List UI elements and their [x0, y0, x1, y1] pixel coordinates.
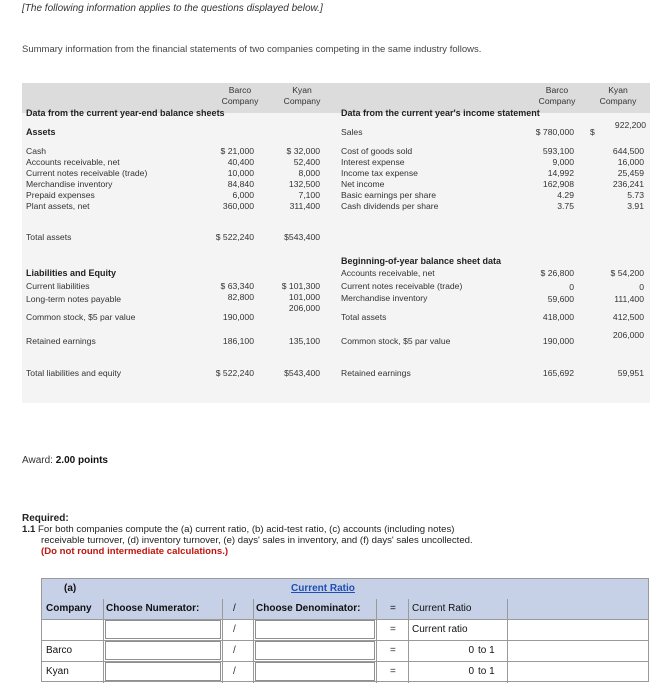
total-assets-label: Total assets [26, 232, 72, 242]
required-text1: For both companies compute the (a) current ratio, (b) acid-test ratio, (c) accounts (including notes) [38, 524, 455, 535]
sales-kyan-dollar: $ [590, 127, 595, 137]
ratio-title-link[interactable]: Current Ratio [291, 583, 355, 594]
longterm-label: Long-term notes payable [26, 294, 122, 304]
income-label-net: Net income [341, 179, 385, 189]
barco-numerator-input[interactable] [105, 641, 221, 660]
equals-header: = [390, 603, 396, 614]
income-kyan-tax: 25,459 [617, 168, 644, 178]
asset-barco-ar: 40,400 [227, 157, 254, 167]
total-le-label: Total liabilities and equity [26, 368, 122, 378]
financial-data-table [22, 83, 650, 403]
col-barco2-l1: Barco [545, 85, 569, 95]
result-subheader: Current ratio [412, 624, 468, 635]
beg-inventory-barco: 59,600 [547, 294, 574, 304]
income-barco-tax: 14,992 [547, 168, 574, 178]
income-kyan-interest: 16,000 [617, 157, 644, 167]
income-label-eps: Basic earnings per share [341, 190, 437, 200]
company-header: Company [46, 603, 92, 614]
asset-kyan-inventory: 132,500 [288, 179, 320, 189]
barco-slash: / [233, 645, 236, 656]
barco-suffix: to 1 [478, 645, 495, 656]
grid-line [376, 599, 377, 683]
total-le-kyan: $543,400 [284, 368, 320, 378]
intro-note: [The following information applies to the questions displayed below.] [22, 3, 323, 14]
denominator-select[interactable] [255, 620, 375, 639]
denominator-header: Choose Denominator: [256, 603, 361, 614]
beg-ar-label: Accounts receivable, net [341, 268, 435, 278]
asset-label-ar: Accounts receivable, net [26, 157, 120, 167]
retained-barco: 186,100 [222, 336, 254, 346]
income-kyan-cogs: 644,500 [612, 146, 644, 156]
total-assets-kyan: $543,400 [284, 232, 320, 242]
kyan-result: 0 [468, 666, 474, 677]
beg-notes-barco: 0 [569, 282, 574, 292]
barco-equals: = [390, 645, 396, 656]
row1-slash: / [233, 624, 236, 635]
asset-label-inventory: Merchandise inventory [26, 179, 113, 189]
beg-retained-barco: 165,692 [542, 368, 574, 378]
total-assets-barco: $ 522,240 [215, 232, 254, 242]
beg-total-kyan: 412,500 [612, 312, 644, 322]
income-barco-cogs: 593,100 [542, 146, 574, 156]
assets-heading: Assets [26, 127, 56, 137]
col-kyan2-l1: Kyan [608, 85, 628, 95]
current-ratio-table [41, 578, 649, 682]
required-line1 [22, 524, 473, 535]
income-barco-eps: 4.29 [557, 190, 574, 200]
asset-kyan-cash: $ 32,000 [286, 146, 320, 156]
company-kyan: Kyan [46, 666, 69, 677]
common-stock-label: Common stock, $5 par value [26, 312, 136, 322]
total-le-barco: $ 522,240 [215, 368, 254, 378]
income-heading: Data from the current year's income statement [341, 108, 540, 118]
current-liab-barco: $ 63,340 [220, 281, 254, 291]
col-barco-l1: Barco [228, 85, 252, 95]
income-barco-net: 162,908 [542, 179, 574, 189]
grid-line [222, 599, 223, 683]
asset-barco-prepaid: 6,000 [232, 190, 254, 200]
beg-inventory-label: Merchandise inventory [341, 293, 428, 303]
col-barco2-l2: Company [538, 96, 576, 106]
income-label-interest: Interest expense [341, 157, 405, 167]
grid-line [408, 599, 409, 683]
kyan-slash: / [233, 666, 236, 677]
grid-line [507, 599, 508, 683]
barco-result: 0 [468, 645, 474, 656]
asset-label-notes: Current notes receivable (trade) [26, 168, 148, 178]
kyan-equals: = [390, 666, 396, 677]
income-kyan-eps: 5.73 [627, 190, 644, 200]
required-line2: receivable turnover, (d) inventory turnover, (e) days' sales in inventory, and (f) days' sales uncollected. [41, 535, 473, 546]
grid-line [253, 599, 254, 683]
beg-stock-label: Common stock, $5 par value [341, 336, 451, 346]
current-liab-label: Current liabilities [26, 281, 90, 291]
slash-header: / [233, 603, 236, 614]
kyan-numerator-input[interactable] [105, 662, 221, 681]
required-note: (Do not round intermediate calculations.) [41, 546, 229, 557]
income-label-dividends: Cash dividends per share [341, 201, 439, 211]
grid-line [103, 599, 104, 683]
asset-barco-notes: 10,000 [227, 168, 254, 178]
asset-kyan-notes: 8,000 [298, 168, 320, 178]
liab-heading: Liabilities and Equity [26, 268, 117, 278]
row1-equals: = [390, 624, 396, 635]
balance-heading: Data from the current year-end balance sheets [26, 108, 225, 118]
asset-barco-cash: $ 21,000 [220, 146, 254, 156]
sales-barco: $ 780,000 [535, 127, 574, 137]
award [22, 455, 108, 466]
asset-kyan-ar: 52,400 [293, 157, 320, 167]
col-kyan-l1: Kyan [292, 85, 312, 95]
beg-inventory-kyan: 111,400 [614, 294, 644, 304]
asset-label-plant: Plant assets, net [26, 201, 90, 211]
beg-retained-label: Retained earnings [341, 368, 411, 378]
income-barco-dividends: 3.75 [557, 201, 574, 211]
required-section [22, 513, 473, 557]
beg-retained-kyan: 59,951 [617, 368, 644, 378]
retained-kyan: 135,100 [288, 336, 320, 346]
beg-ar-barco: $ 26,800 [540, 268, 574, 278]
sales-kyan: 922,200 [614, 120, 646, 130]
retained-label: Retained earnings [26, 336, 96, 346]
result-header: Current Ratio [412, 603, 472, 614]
beg-total-label: Total assets [341, 312, 387, 322]
asset-label-prepaid: Prepaid expenses [26, 190, 95, 200]
asset-kyan-plant: 311,400 [289, 201, 320, 211]
numerator-header: Choose Numerator: [106, 603, 200, 614]
col-kyan-l2: Company [283, 96, 321, 106]
ratio-part-label: (a) [64, 583, 77, 594]
income-kyan-dividends: 3.91 [627, 201, 644, 211]
beg-stock-barco: 190,000 [542, 336, 574, 346]
required-number: 1.1 [22, 524, 36, 535]
asset-barco-inventory: 84,840 [227, 179, 254, 189]
award-label: Award: [22, 455, 53, 466]
asset-label-cash: Cash [26, 146, 47, 156]
beg-stock-kyan: 206,000 [612, 330, 644, 340]
summary-text: Summary information from the financial statements of two companies competing in the same industry follows. [22, 44, 482, 55]
kyan-suffix: to 1 [478, 666, 495, 677]
barco-denominator-input[interactable] [255, 641, 375, 660]
asset-kyan-prepaid: 7,100 [298, 190, 320, 200]
required-title: Required: [22, 513, 69, 524]
income-label-tax: Income tax expense [341, 168, 418, 178]
beginning-heading: Beginning-of-year balance sheet data [341, 256, 502, 266]
sales-label: Sales [341, 127, 363, 137]
income-kyan-net: 236,241 [612, 179, 644, 189]
award-points: 2.00 points [55, 455, 108, 466]
asset-barco-plant: 360,000 [222, 201, 254, 211]
beg-total-barco: 418,000 [542, 312, 574, 322]
numerator-select[interactable] [105, 620, 221, 639]
common-stock-kyan: 206,000 [288, 303, 320, 313]
col-kyan2-l2: Company [599, 96, 637, 106]
income-label-cogs: Cost of goods sold [341, 146, 413, 156]
col-barco-l2: Company [221, 96, 259, 106]
common-stock-barco: 190,000 [222, 312, 254, 322]
longterm-barco: 82,800 [227, 292, 254, 302]
income-barco-interest: 9,000 [552, 157, 574, 167]
longterm-kyan: 101,000 [288, 292, 320, 302]
beg-ar-kyan: $ 54,200 [610, 268, 644, 278]
beg-notes-label: Current notes receivable (trade) [341, 281, 463, 291]
company-barco: Barco [46, 645, 73, 656]
beg-notes-kyan: 0 [639, 282, 644, 292]
kyan-denominator-input[interactable] [255, 662, 375, 681]
current-liab-kyan: $ 101,300 [281, 281, 320, 291]
